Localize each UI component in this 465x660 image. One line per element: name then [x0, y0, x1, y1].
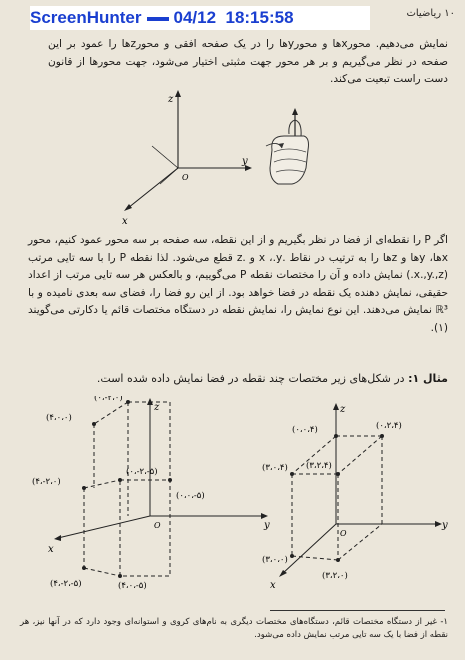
right-example-figure [262, 396, 462, 600]
left-label-3: (۰،-۲،-۵) [126, 467, 158, 477]
left-label-6: (۴،۰،-۵) [118, 581, 147, 591]
footnote-divider [270, 610, 445, 611]
right-axis-z: z [340, 404, 346, 415]
left-label-5: (۴،-۲،-۵) [50, 579, 82, 589]
banner-app: ScreenHunter [30, 8, 142, 27]
right-axis-x: x [270, 580, 276, 591]
example-text: در شکل‌های زیر مختصات چند نقطه در فضا نمایش داده شده است. [96, 372, 409, 385]
left-axis-x: x [48, 544, 54, 555]
banner-separator [147, 17, 169, 21]
left-label-4: (۰،۰،-۵) [176, 491, 205, 501]
axes-figure [110, 88, 260, 232]
left-label-1: (۴،۰،۰) [46, 413, 72, 423]
left-label-0: (۰،-۲،۰) [94, 396, 123, 403]
footnote: ۱- غیر از دستگاه مختصات قائم، دستگاه‌های مختصات دیگری به نام‌های کروی و استوانه‌ای وجود دارد که در آنها نیز، هر نقطه از فضا با یک سه تایی مرتب نمایش داده می‌شود. [20, 617, 448, 640]
axis-y-label: y [242, 156, 248, 167]
origin-label: O [182, 173, 189, 182]
axis-x-label: x [122, 216, 128, 227]
right-label-5: (۳،۲،۰) [322, 571, 348, 581]
hand-icon [262, 106, 318, 200]
right-label-0: (۰،۲،۴) [376, 421, 402, 431]
right-axis-y: y [442, 520, 448, 531]
paragraph-coordinates: اگر P را نقطه‌ای از فضا در نظر بگیریم و از این نقطه، سه صفحه بر سه محور عمود کنیم، محور xها، yها و zها را به ترتیب در نقاط .x ،.y و .z قطع می‌شود. لذا نقطه P را با سه تایی مرتب (x.,y.,z.) نمایش داده و آن را مختصات نقطه P می‌گوییم، و بالعکس هر سه تایی مرتب از اعداد حقیقی، نمایش دهنده یک نقطه در فضا خواهد بود. از این رو فضا را، فضای سه بعدی نامیده و با ℝ³ نمایش می‌دهند. این نوع نمایش را، نمایش نقطه در دستگاه مختصات قائم یا دکارتی می‌گویند (۱). [28, 234, 448, 334]
left-origin: O [154, 521, 161, 530]
banner-time: 18:15:58 [225, 8, 294, 27]
left-label-2: (۴،-۲،۰) [32, 477, 61, 487]
screenhunter-banner [30, 6, 370, 30]
left-example-figure [28, 396, 278, 600]
banner-date: 04/12 [173, 8, 217, 27]
right-label-1: (۰،۰،۴) [292, 425, 318, 435]
right-label-2: (۳،۰،۴) [262, 463, 288, 473]
left-axis-y: y [264, 520, 270, 531]
paragraph-axes: نمایش می‌دهیم. محورxها و محورyها را در یک صفحه افقی و محورzها را عمود بر این صفحه در نظر می‌گیریم و بر هر محور جهت مثبتی اختیار می‌شود، جهت محورها از قانون دست راست تبعیت می‌کند. [48, 38, 449, 86]
right-label-4: (۳،۰،۰) [262, 555, 288, 565]
right-label-3: (۳،۲،۴) [306, 461, 332, 471]
example-line [28, 370, 448, 388]
left-axis-z: z [154, 402, 160, 413]
right-origin: O [340, 529, 347, 538]
axis-z-label: z [168, 94, 174, 105]
page-header: ۱۰ ریاضیات [406, 8, 455, 19]
example-label: مثال ۱: [408, 372, 448, 385]
